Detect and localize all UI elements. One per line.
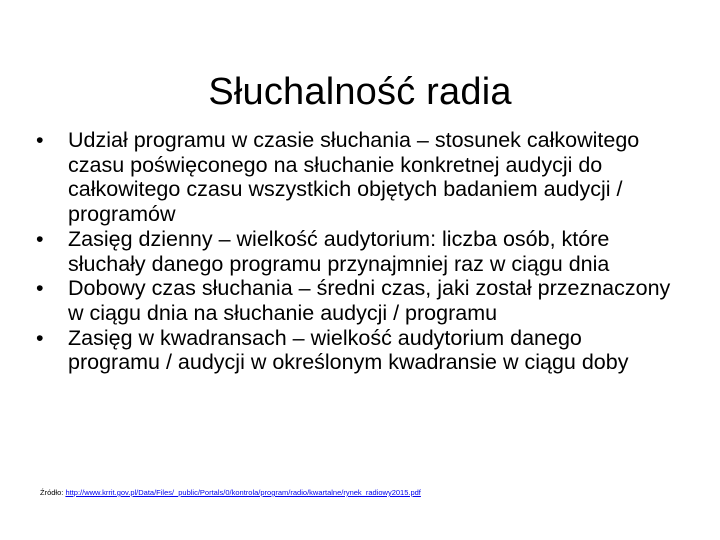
bullet-text: Udział programu w czasie słuchania – stosunek całkowitego czasu poświęconego na słuchanie konkretnej audycji do całkowitego czasu wszystkich objętych badaniem audycji / programów (68, 128, 640, 227)
bullet-list (36, 128, 676, 375)
bullet-item (36, 326, 676, 375)
bullet-text: Dobowy czas słuchania – średni czas, jaki został przeznaczony w ciągu dnia na słuchanie audycji / programu (68, 276, 671, 325)
bullet-item (36, 227, 676, 276)
bullet-text: Zasięg dzienny – wielkość audytorium: liczba osób, które słuchały danego programu przynajmniej raz w ciągu dnia (68, 226, 610, 276)
bullet-text: Zasięg w kwadransach – wielkość audytorium danego programu / audycji w określonym kwadransie w ciągu doby (68, 325, 629, 375)
bullet-marker: • (36, 128, 44, 152)
bullet-item (36, 276, 676, 325)
bullet-marker: • (36, 226, 44, 251)
bullet-marker: • (36, 276, 44, 301)
slide-title: Słuchalność radia (208, 71, 512, 114)
source-note (40, 488, 700, 497)
bullet-marker: • (36, 325, 44, 350)
source-link[interactable]: http://www.krrit.gov.pl/Data/Files/_public/Portals/0/kontrola/program/radio/kwartalne/rynek_radiowy2015.pdf (65, 488, 421, 497)
source-label: Źródło: (40, 488, 64, 497)
bullet-item (36, 128, 676, 227)
